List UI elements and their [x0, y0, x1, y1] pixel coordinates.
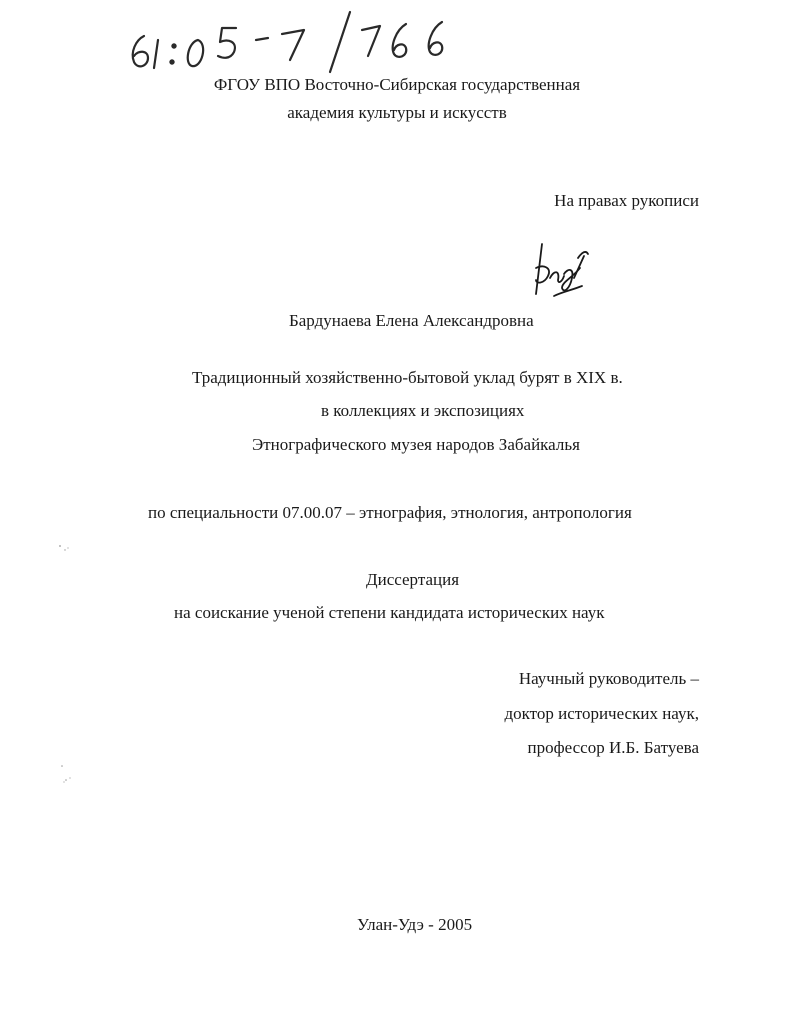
city-year: Улан-Удэ - 2005	[357, 915, 473, 934]
supervisor-role: Научный руководитель –	[518, 669, 699, 688]
supervisor-degree: доктор исторических наук,	[504, 704, 699, 723]
manuscript-rights: На правах рукописи	[554, 191, 699, 210]
specialty: по специальности 07.00.07 – этнография, этнология, антропология	[148, 503, 632, 522]
supervisor-name: профессор И.Б. Батуева	[527, 738, 699, 757]
dissertation-degree: на соискание ученой степени кандидата исторических наук	[174, 603, 605, 622]
dissertation-label: Диссертация	[366, 570, 460, 589]
signature-icon	[528, 238, 592, 300]
scan-specks	[40, 530, 80, 800]
title-line-3: Этнографического музея народов Забайкалья	[252, 435, 580, 454]
author-name: Бардунаева Елена Александровна	[289, 311, 534, 330]
title-line-2: в коллекциях и экспозициях	[321, 401, 525, 420]
institution-line-1: ФГОУ ВПО Восточно-Сибирская государственная	[213, 75, 581, 94]
archive-number-handwritten	[118, 6, 458, 76]
title-line-1: Традиционный хозяйственно-бытовой уклад бурят в XIX в.	[192, 368, 623, 387]
institution-line-2: академия культуры и искусств	[287, 103, 507, 122]
